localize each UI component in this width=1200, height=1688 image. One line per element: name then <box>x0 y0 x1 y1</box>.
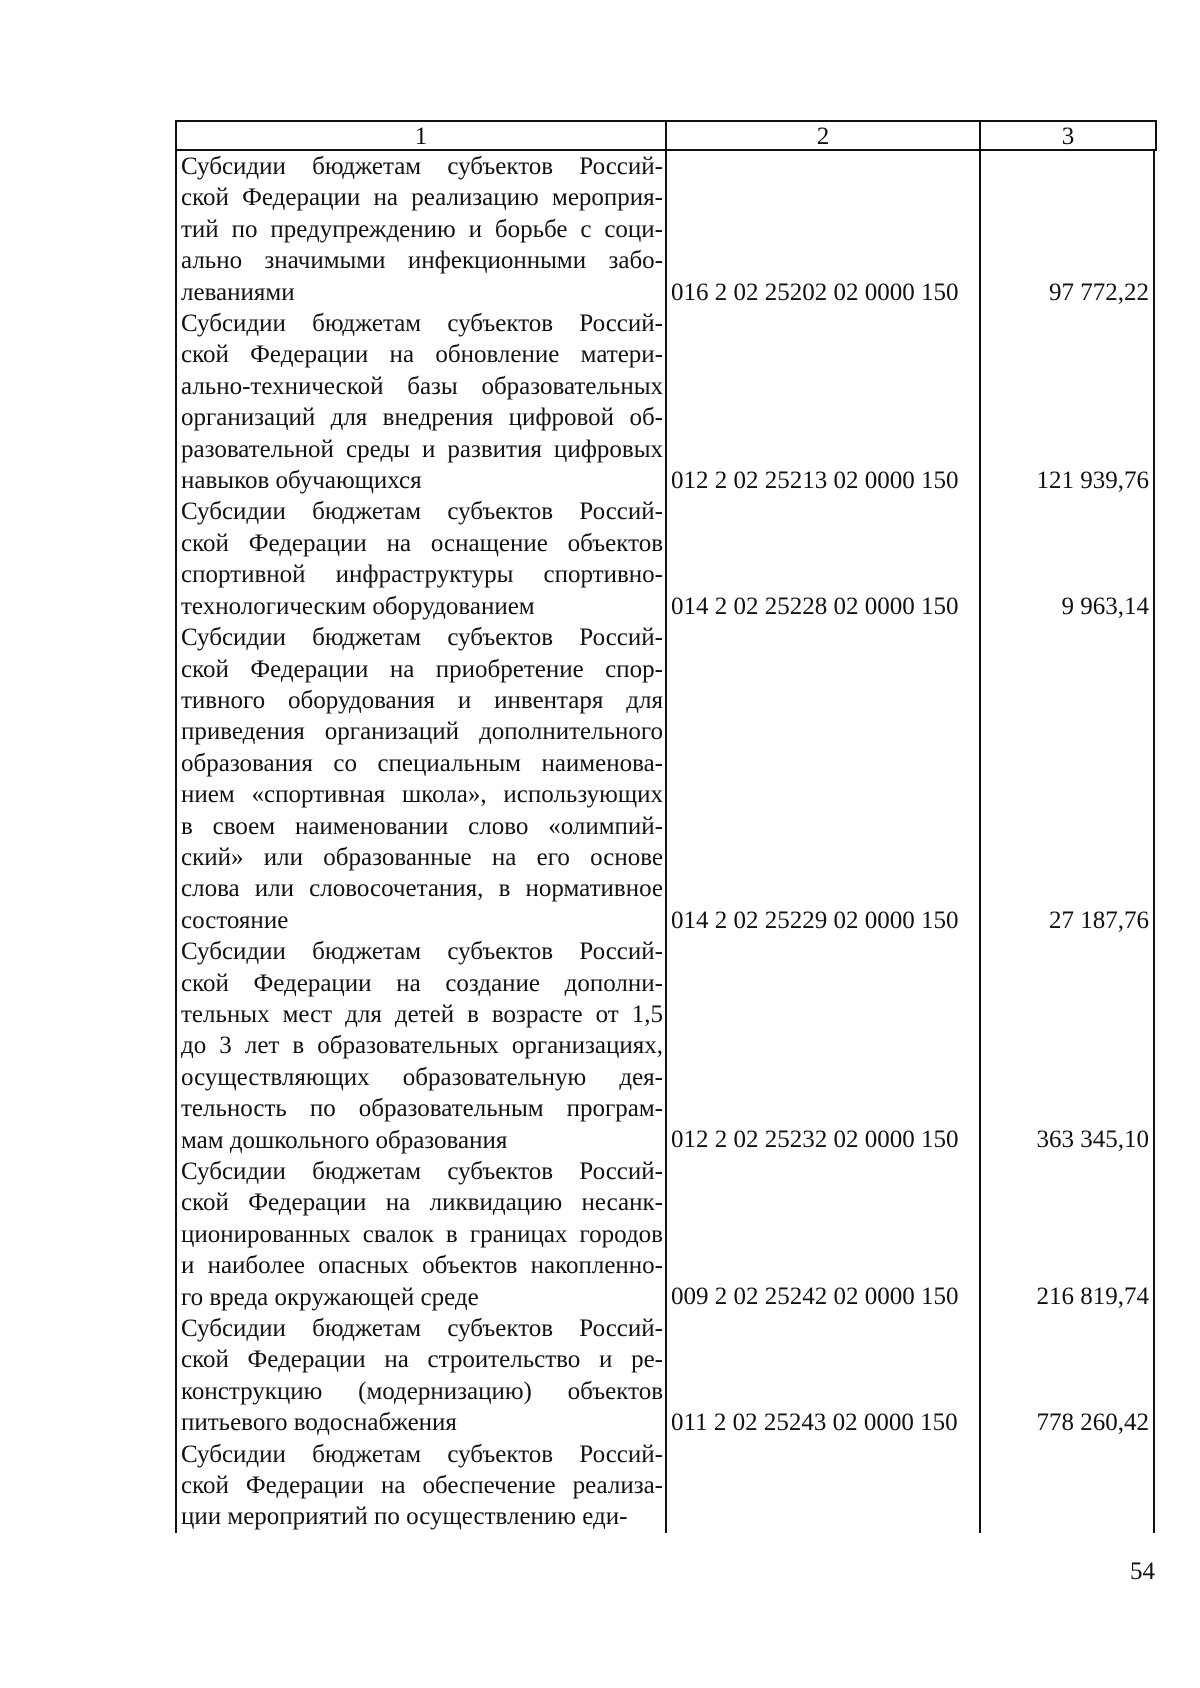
row-amount: 97 772,22 <box>1049 278 1149 306</box>
row-name-line: ской Федерации на обновление матери- <box>181 341 663 369</box>
row-name-line: технологическим оборудованием <box>181 592 535 620</box>
row-code: 012 2 02 25232 02 0000 150 <box>671 1126 959 1154</box>
table-row <box>177 936 665 1156</box>
row-name-line: тельность по образовательным програм- <box>181 1095 663 1123</box>
row-name-line: ский» или образованные на его основе <box>181 843 663 871</box>
row-code: 012 2 02 25213 02 0000 150 <box>671 467 959 494</box>
row-name-line: ской Федерации на реализацию мероприя- <box>181 184 663 212</box>
table-header-row <box>175 120 1157 151</box>
header-col-1: 1 <box>177 122 667 149</box>
row-name-line: навыков обучающихся <box>181 467 422 495</box>
header-col-2: 2 <box>667 122 981 149</box>
row-name-line: конструкцию (модернизацию) объектов <box>181 1377 663 1405</box>
row-code: 011 2 02 25243 02 0000 150 <box>671 1409 958 1436</box>
row-name-line: питьевого водоснабжения <box>181 1409 457 1437</box>
row-name-line: в своем наименовании слово «олимпий- <box>181 812 663 840</box>
row-name-line: Субсидии бюджетам субъектов Россий- <box>181 498 663 526</box>
table-body <box>175 151 1157 1533</box>
row-name-line: до 3 лет в образовательных организациях, <box>181 1032 663 1060</box>
row-code: 016 2 02 25202 02 0000 150 <box>671 278 959 306</box>
row-amount: 363 345,10 <box>1036 1126 1149 1154</box>
row-name-line: го вреда окружающей среде <box>181 1283 479 1311</box>
row-name-line: разовательной среды и развития цифровых <box>181 435 663 463</box>
row-name-line: приведения организаций дополнительного <box>181 718 663 746</box>
row-name-line: ской Федерации на создание дополни- <box>181 969 663 997</box>
table-row <box>177 1313 665 1439</box>
page-number: 54 <box>1130 1558 1155 1585</box>
row-amount: 27 187,76 <box>1049 906 1149 934</box>
row-name-line: тивного оборудования и инвентаря для <box>181 686 663 714</box>
row-code: 009 2 02 25242 02 0000 150 <box>671 1283 959 1311</box>
table-row <box>177 151 665 308</box>
row-name-line: состояние <box>181 906 289 934</box>
row-name-line: Субсидии бюджетам субъектов Россий- <box>181 310 663 338</box>
row-name-line: тельных мест для детей в возрасте от 1,5 <box>181 1000 663 1028</box>
row-name-line: образования со специальным наименова- <box>181 749 663 777</box>
amounts-column <box>981 151 1155 1533</box>
row-name-line: организаций для внедрения цифровой об- <box>181 404 663 432</box>
header-col-3: 3 <box>1061 123 1075 150</box>
row-name-line: Субсидии бюджетам субъектов Россий- <box>181 1315 663 1343</box>
row-name-line: Субсидии бюджетам субъектов Россий- <box>181 153 663 180</box>
row-name-line: ской Федерации на ликвидацию несанк- <box>181 1189 663 1217</box>
row-name-line: мам дошкольного образования <box>181 1126 508 1154</box>
row-name-line: ально значимыми инфекционными забо- <box>181 247 663 275</box>
row-name-line: нием «спортивная школа», использующих <box>181 781 663 809</box>
row-name-line: и наиболее опасных объектов накопленно- <box>181 1252 663 1280</box>
table-row <box>177 496 665 622</box>
row-name-line: спортивной инфраструктуры спортивно- <box>181 561 663 589</box>
row-code: 014 2 02 25229 02 0000 150 <box>671 906 959 934</box>
row-name-line: Субсидии бюджетам субъектов Россий- <box>181 624 663 652</box>
table-row <box>177 622 665 936</box>
row-name-line: леваниями <box>181 278 295 306</box>
row-name-line: ционированных свалок в границах городов <box>181 1220 663 1248</box>
table-row <box>177 308 665 496</box>
row-name-line: ской Федерации на оснащение объектов <box>181 529 663 557</box>
row-name-line: ции мероприятий по осуществлению еди- <box>181 1503 628 1531</box>
table-row <box>177 1156 665 1313</box>
row-name-line: ской Федерации на строительство и ре- <box>181 1346 663 1374</box>
row-name-line: ской Федерации на приобретение спор- <box>181 655 663 683</box>
row-name-line: Субсидии бюджетам субъектов Россий- <box>181 938 663 966</box>
budget-table <box>175 120 1157 1533</box>
row-name-line: ской Федерации на обеспечение реализа- <box>181 1472 663 1500</box>
table-row <box>177 1439 665 1533</box>
names-column <box>175 151 667 1533</box>
row-amount: 778 260,42 <box>1036 1409 1149 1436</box>
row-amount: 216 819,74 <box>1036 1283 1149 1311</box>
row-name-line: осуществляющих образовательную дея- <box>181 1063 663 1091</box>
row-name-line: Субсидии бюджетам субъектов Россий- <box>181 1158 663 1185</box>
row-name-line: Субсидии бюджетам субъектов Россий- <box>181 1440 663 1468</box>
row-amount: 9 963,14 <box>1061 592 1149 620</box>
row-code: 014 2 02 25228 02 0000 150 <box>671 592 959 620</box>
row-name-line: ально-технической базы образовательных <box>181 372 663 400</box>
row-amount: 121 939,76 <box>1036 467 1149 494</box>
codes-column <box>667 151 981 1533</box>
row-name-line: слова или словосочетания, в нормативное <box>181 875 663 903</box>
row-name-line: тий по предупреждению и борьбе с соци- <box>181 215 663 243</box>
